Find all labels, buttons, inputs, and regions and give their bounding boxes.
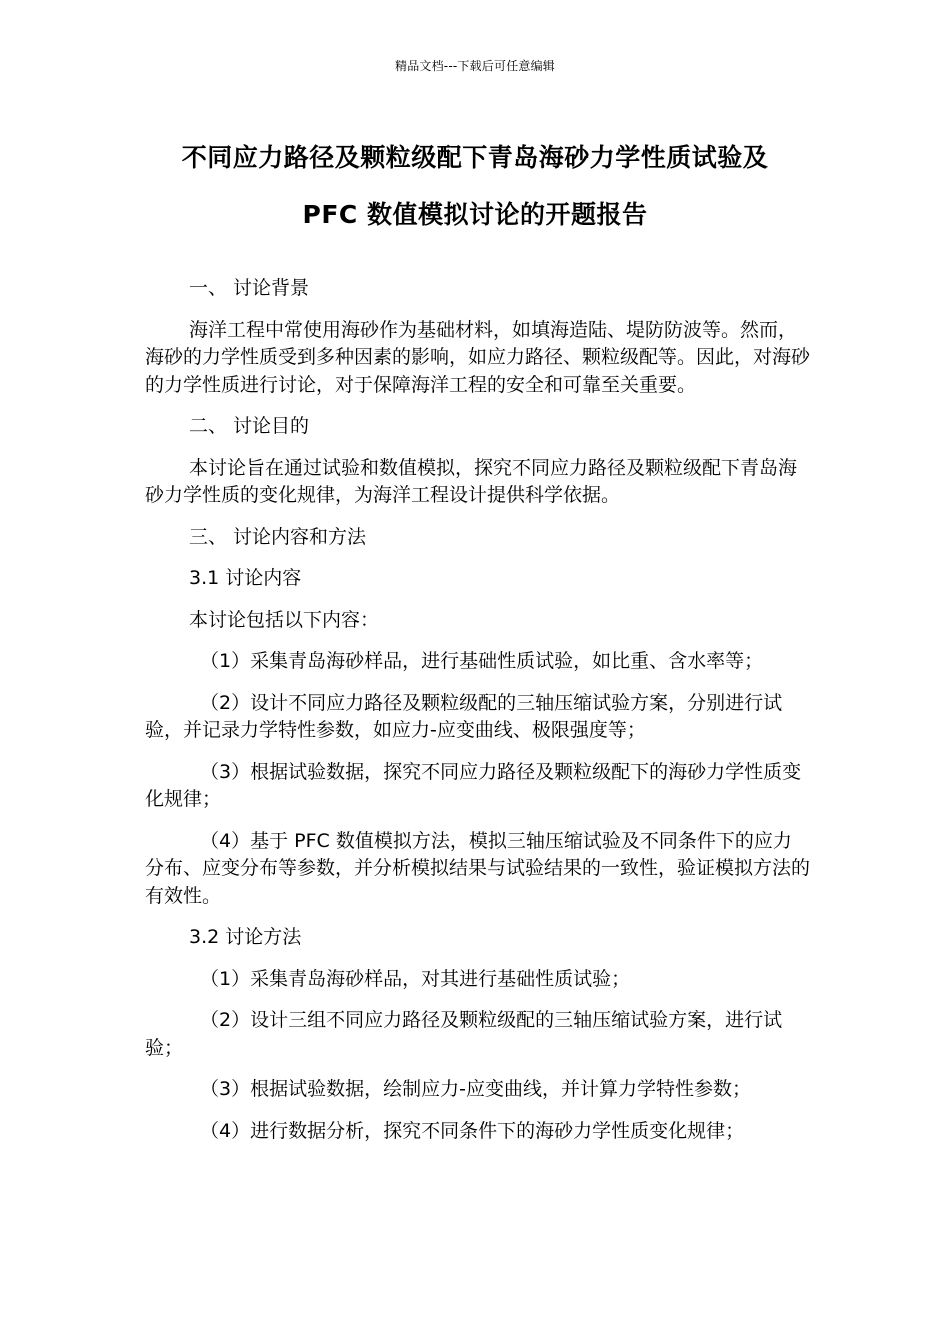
list-item: （1）采集青岛海砂样品，进行基础性质试验，如比重、含水率等；	[200, 650, 764, 672]
list-item: （2）设计不同应力路径及颗粒级配的三轴压缩试验方案，分别进行试验，并记录力学特性参数，如应力-应变曲线、极限强度等；	[145, 691, 783, 741]
list-item: （1）采集青岛海砂样品，对其进行基础性质试验；	[200, 967, 631, 990]
list-item: （3）根据试验数据，探究不同应力路径及颗粒级配下的海砂力学性质变化规律；	[145, 760, 802, 810]
paragraph-purpose: 本讨论旨在通过试验和数值模拟，探究不同应力路径及颗粒级配下青岛海砂力学性质的变化规律，为海洋工程设计提供科学依据。	[145, 456, 798, 506]
document-body	[145, 275, 810, 1159]
paragraph-background: 海洋工程中常使用海砂作为基础材料，如填海造陆、堤防防波等。然而，海砂的力学性质受到多种因素的影响，如应力路径、颗粒级配等。因此，对海砂的力学性质进行讨论，对于保障海洋工程的安全和可靠至关重要。	[145, 318, 811, 396]
section-heading-content-method: 三、 讨论内容和方法	[189, 525, 367, 548]
subsection-heading-method: 3.2 讨论方法	[189, 926, 302, 948]
document-title-line-1: 不同应力路径及颗粒级配下青岛海砂力学性质试验及	[181, 143, 769, 172]
section-heading-purpose: 二、 讨论目的	[189, 415, 310, 437]
section-heading-background: 一、 讨论背景	[189, 277, 310, 299]
subsection-heading-content: 3.1 讨论内容	[189, 567, 302, 589]
page-header: 精品文档---下载后可任意编辑	[395, 59, 555, 73]
list-item: （4）进行数据分析，探究不同条件下的海砂力学性质变化规律；	[200, 1119, 745, 1142]
list-item: （4）基于 PFC 数值模拟方法，模拟三轴压缩试验及不同条件下的应力分布、应变分布等参数，并分析模拟结果与试验结果的一致性，验证模拟方法的有效性。	[145, 829, 811, 907]
list-item: （3）根据试验数据，绘制应力-应变曲线，并计算力学特性参数；	[200, 1078, 751, 1100]
document-title-line-2: PFC 数值模拟讨论的开题报告	[302, 200, 648, 229]
paragraph-content-intro: 本讨论包括以下内容：	[189, 608, 380, 631]
list-item: （2）设计三组不同应力路径及颗粒级配的三轴压缩试验方案，进行试验；	[145, 1009, 783, 1059]
